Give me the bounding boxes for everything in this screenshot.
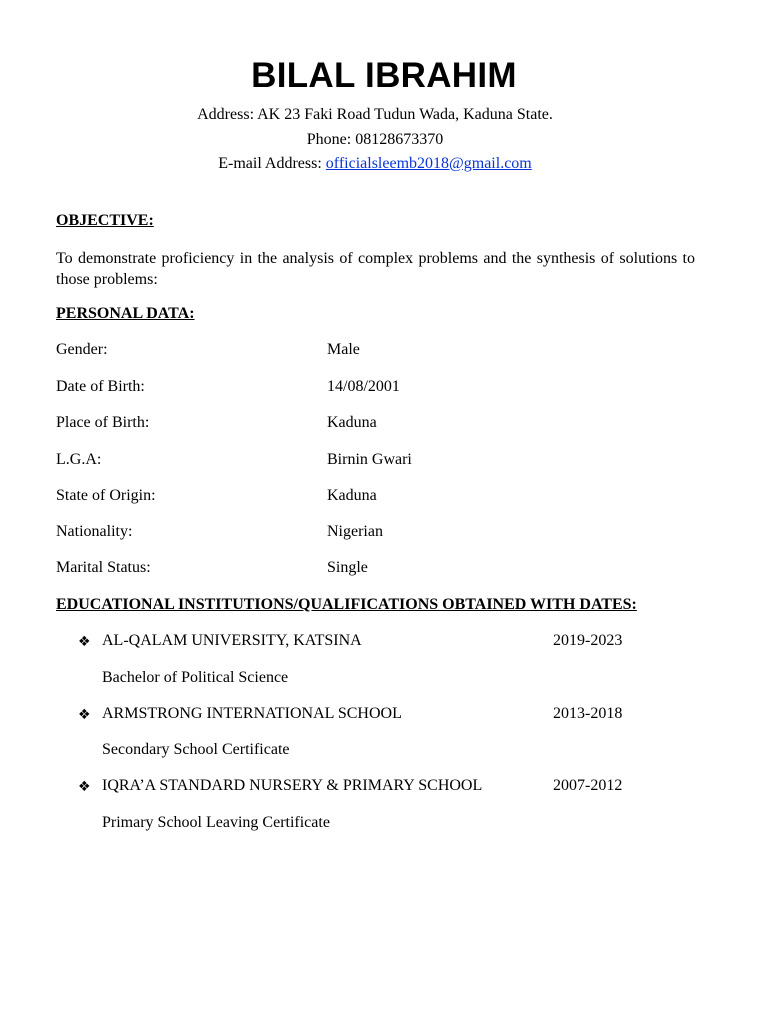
personal-data-value: Nigerian [327,523,383,540]
diamond-bullet-icon: ❖ [78,707,91,723]
institution-qualification: Secondary School Certificate [102,741,290,758]
personal-data-value: Single [327,559,368,576]
email-line [0,155,750,173]
address-line: Address: AK 23 Faki Road Tudun Wada, Kaduna State. [197,106,553,123]
personal-data-value: Birnin Gwari [327,451,412,468]
phone-line: Phone: 08128673370 [306,131,444,148]
personal-data-value: Male [327,341,360,358]
institution-qualification: Primary School Leaving Certificate [102,814,330,831]
institution-dates: 2019-2023 [553,632,623,649]
email-link[interactable]: officialsleemb2018@gmail.com [325,155,532,172]
education-heading: EDUCATIONAL INSTITUTIONS/QUALIFICATIONS OBTAINED WITH DATES: [56,596,637,613]
objective-heading: OBJECTIVE: [56,212,154,229]
email-label: E-mail Address: [218,155,326,172]
personal-data-value: 14/08/2001 [327,378,400,395]
personal-data-value: Kaduna [327,414,377,431]
institution-dates: 2013-2018 [553,705,623,722]
personal-data-label: Gender: [56,341,108,358]
institution-dates: 2007-2012 [553,777,623,794]
objective-text: To demonstrate proficiency in the analysis of complex problems and the synthesis of solutions to those problems: [56,250,695,288]
personal-data-label: Place of Birth: [56,414,150,431]
institution-name: ARMSTRONG INTERNATIONAL SCHOOL [102,705,402,722]
diamond-bullet-icon: ❖ [78,634,91,650]
personal-data-label: State of Origin: [56,487,156,504]
personal-data-label: Marital Status: [56,559,151,576]
personal-data-value: Kaduna [327,487,377,504]
personal-data-label: Date of Birth: [56,378,145,395]
applicant-name: BILAL IBRAHIM [251,56,517,95]
diamond-bullet-icon: ❖ [78,779,91,795]
institution-qualification: Bachelor of Political Science [102,669,289,686]
institution-name: AL-QALAM UNIVERSITY, KATSINA [102,632,362,649]
personal-data-label: L.G.A: [56,451,102,468]
institution-name: IQRA’A STANDARD NURSERY & PRIMARY SCHOOL [102,777,483,794]
personal-data-heading: PERSONAL DATA: [56,305,195,322]
personal-data-label: Nationality: [56,523,133,540]
